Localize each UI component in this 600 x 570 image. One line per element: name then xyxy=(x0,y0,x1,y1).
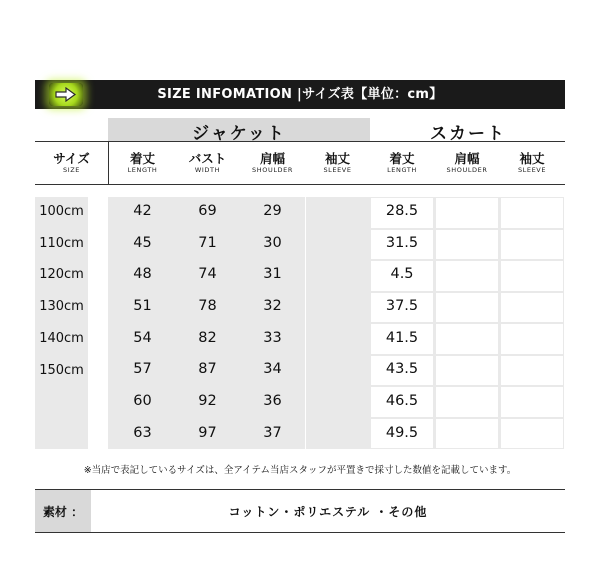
jacket-cell: 42 xyxy=(133,203,152,219)
jacket-col-length-en: LENGTH xyxy=(127,166,158,174)
jacket-cell: 60 xyxy=(133,393,152,409)
header-title: SIZE INFOMATION |サイズ表【単位：cm】 xyxy=(157,87,443,102)
skirt-grid-cell xyxy=(436,324,498,354)
skirt-cell: 43.5 xyxy=(385,361,419,377)
skirt-grid-cell xyxy=(436,230,498,260)
skirt-grid-cell xyxy=(436,356,498,386)
jacket-cell: 71 xyxy=(198,235,217,251)
jacket-col-sleeve-en: SLEEVE xyxy=(323,166,352,174)
skirt-col-length-en: LENGTH xyxy=(387,166,417,174)
jacket-col-bust-en: WIDTH xyxy=(194,166,221,174)
jacket-sleeve-divider xyxy=(305,197,306,449)
jacket-cell: 29 xyxy=(263,203,282,219)
skirt-grid-cell xyxy=(436,198,498,228)
jacket-cell: 69 xyxy=(198,203,217,219)
measurement-note: ※当店で表記しているサイズは、全アイテム当店スタッフが平置きで採寸した数値を記載しています。 xyxy=(83,465,517,476)
skirt-col-sleeve-en: SLEEVE xyxy=(517,166,547,174)
jacket-cell: 78 xyxy=(198,298,217,314)
jacket-cell: 31 xyxy=(263,266,282,282)
size-label: 130cm xyxy=(39,299,84,314)
material-rule-bottom xyxy=(35,532,565,533)
material-value: コットン・ポリエステル ・その他 xyxy=(228,505,428,519)
skirt-grid-cell xyxy=(501,198,563,228)
skirt-grid-cell xyxy=(436,293,498,323)
skirt-grid-cell xyxy=(501,261,563,291)
jacket-cell: 48 xyxy=(133,266,152,282)
size-label: 100cm xyxy=(39,204,84,219)
jacket-cell: 37 xyxy=(263,425,282,441)
jacket-col-bust-jp: バスト xyxy=(188,151,227,166)
skirt-grid-cell xyxy=(501,230,563,260)
size-header-jp: サイズ xyxy=(53,151,90,166)
size-label: 110cm xyxy=(39,236,84,251)
size-header-en: SIZE xyxy=(62,166,80,174)
jacket-cell: 36 xyxy=(263,393,282,409)
jacket-col-shoulder-en: SHOULDER xyxy=(252,166,293,174)
jacket-cell: 97 xyxy=(198,425,217,441)
skirt-cell: 41.5 xyxy=(385,330,419,346)
skirt-grid-cell xyxy=(501,387,563,417)
size-label: 120cm xyxy=(39,267,84,282)
skirt-group-title: スカート xyxy=(430,124,506,144)
jacket-cell: 63 xyxy=(133,425,152,441)
skirt-col-sleeve-jp: 袖丈 xyxy=(519,151,545,166)
jacket-cell: 57 xyxy=(133,361,152,377)
jacket-cell: 74 xyxy=(198,266,217,282)
skirt-grid-cell xyxy=(501,293,563,323)
jacket-col-shoulder-jp: 肩幅 xyxy=(259,151,285,166)
material-rule-top xyxy=(35,489,565,490)
skirt-grid-cell xyxy=(501,324,563,354)
jacket-cell: 92 xyxy=(198,393,217,409)
jacket-cell: 45 xyxy=(133,235,152,251)
skirt-cell: 28.5 xyxy=(385,203,419,219)
jacket-cell: 33 xyxy=(263,330,282,346)
size-col-divider xyxy=(108,141,109,184)
jacket-cell: 87 xyxy=(198,361,217,377)
jacket-cell: 34 xyxy=(263,361,282,377)
skirt-cell: 4.5 xyxy=(390,266,414,282)
material-label: 素材 ： xyxy=(42,505,84,519)
jacket-cell: 82 xyxy=(198,330,217,346)
rule-under-header xyxy=(35,184,565,185)
skirt-grid-cell xyxy=(501,356,563,386)
skirt-grid-cell xyxy=(436,419,498,449)
jacket-cell: 54 xyxy=(133,330,152,346)
skirt-col-shoulder-en: SHOULDER xyxy=(446,166,488,174)
size-label: 140cm xyxy=(39,331,84,346)
skirt-cell: 37.5 xyxy=(385,298,419,314)
size-column-bg xyxy=(35,197,88,449)
skirt-grid-cell xyxy=(501,419,563,449)
skirt-grid-cell xyxy=(436,261,498,291)
skirt-cell: 31.5 xyxy=(385,235,419,251)
skirt-cell: 46.5 xyxy=(385,393,419,409)
skirt-cell: 49.5 xyxy=(385,425,419,441)
size-label: 150cm xyxy=(39,363,84,378)
skirt-grid-cell xyxy=(436,387,498,417)
jacket-col-sleeve-jp: 袖丈 xyxy=(324,151,350,166)
jacket-cell: 30 xyxy=(263,235,282,251)
skirt-col-shoulder-jp: 肩幅 xyxy=(454,151,480,166)
jacket-cell: 51 xyxy=(133,298,152,314)
jacket-group-title: ジャケット xyxy=(192,124,286,144)
jacket-col-length-jp: 着丈 xyxy=(129,151,155,166)
skirt-col-length-jp: 着丈 xyxy=(389,151,415,166)
jacket-cell: 32 xyxy=(263,298,282,314)
